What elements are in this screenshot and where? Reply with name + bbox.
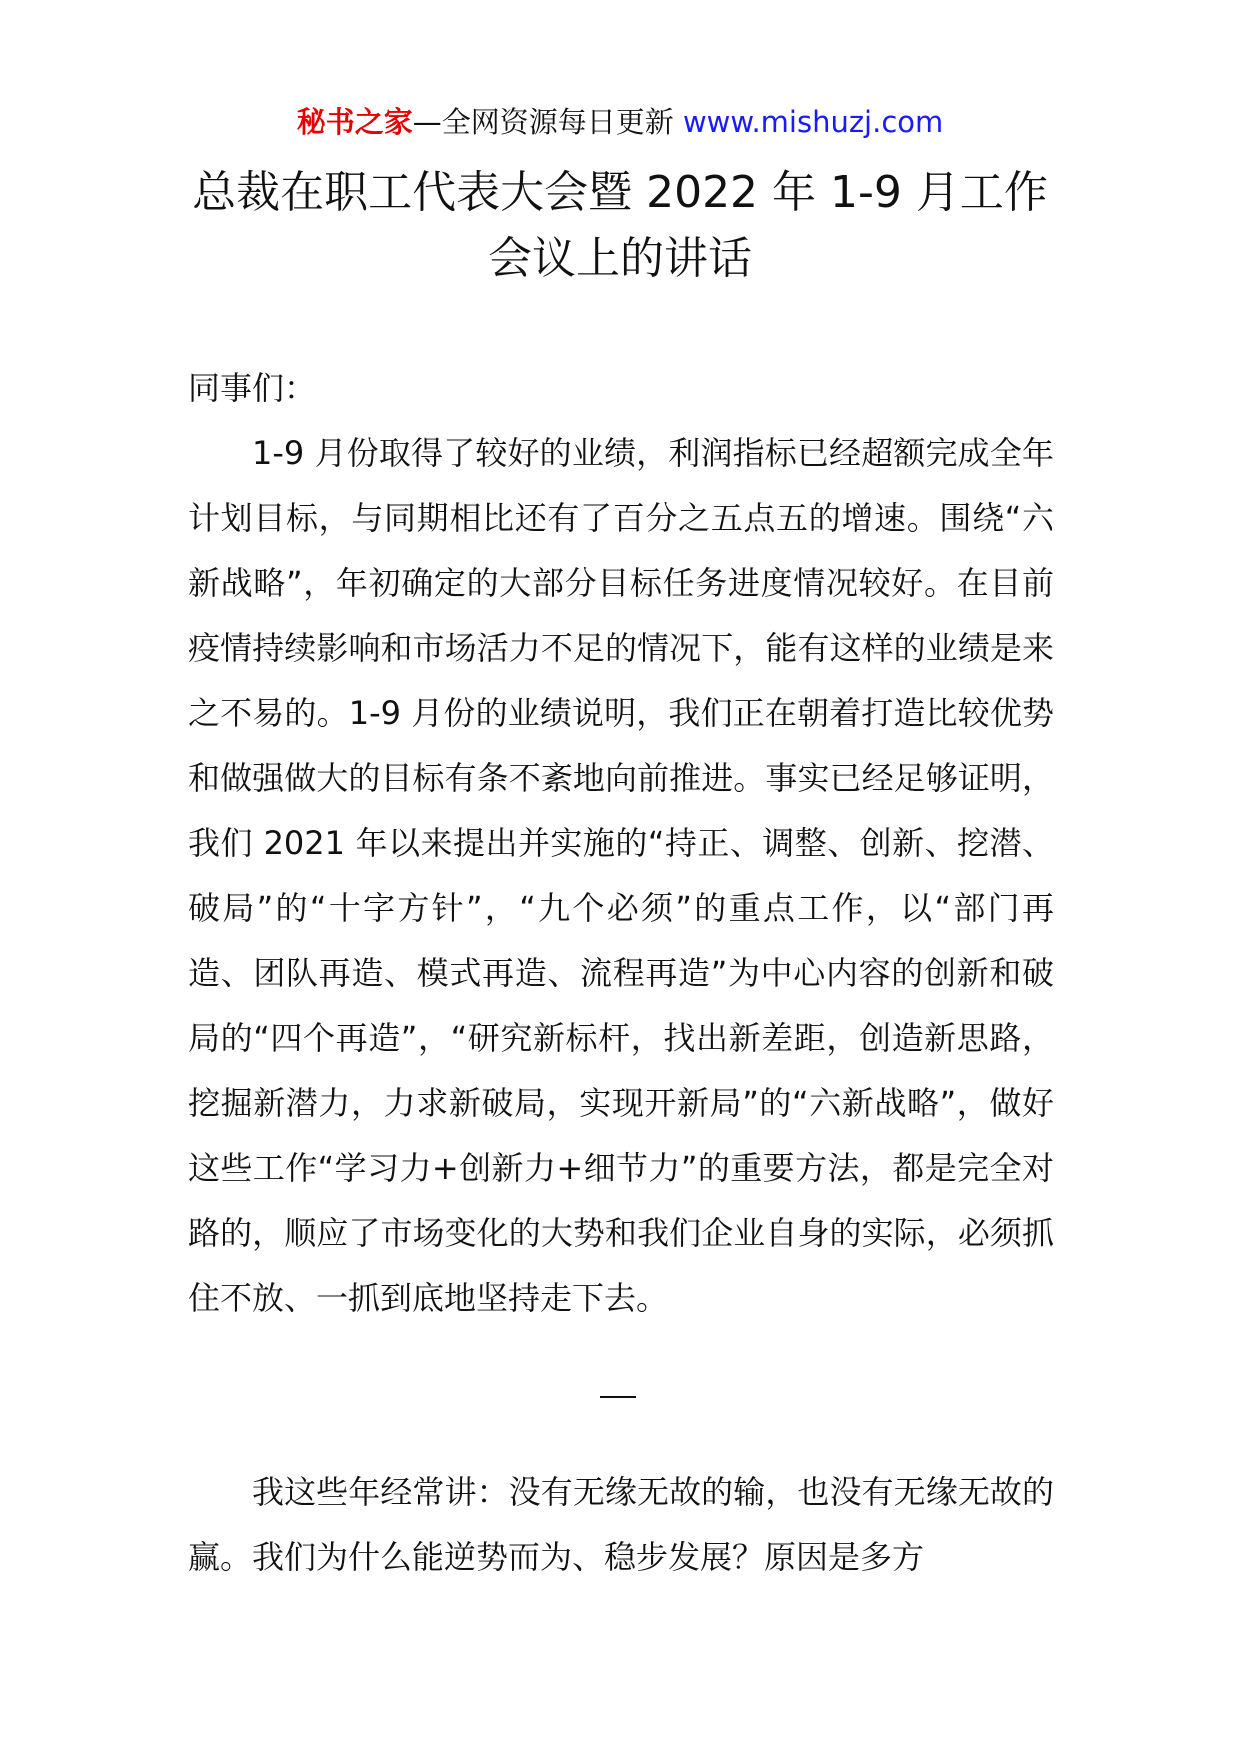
salutation: 同事们： — [188, 369, 317, 407]
site-url-link[interactable]: www.mishuzj.com — [682, 105, 944, 139]
document-title — [150, 160, 1090, 292]
title-line-1: 总裁在职工代表大会暨 2022 年 1-9 月工作 — [192, 167, 1048, 218]
header-tagline: —全网资源每日更新 — [412, 105, 683, 139]
section-divider — [600, 1396, 636, 1398]
body-paragraph-2: 我这些年经常讲：没有无缘无故的输，也没有无缘无故的赢。我们为什么能逆势而为、稳步发展？原因是多方 — [188, 1473, 1054, 1576]
site-header — [0, 102, 1240, 142]
title-line-2: 会议上的讲话 — [488, 233, 752, 284]
body-paragraph-1: 1-9 月份取得了较好的业绩，利润指标已经超额完成全年计划目标，与同期相比还有了百分之五点五的增速。围绕“六新战略”，年初确定的大部分目标任务进度情况较好。在目前疫情持续影响和市场活力不足的情况下，能有这样的业绩是来之不易的。1-9 月份的业绩说明，我们正在朝着打造比较优势和做强做大的目标有条不紊地向前推进。事实已经足够证明，我们 2021 年以来提出并实施的“持正、调整、创新、挖潜、破局”的“十字方针”，“九个必须”的重点工作，以“部门再造、团队再造、模式再造、流程再造”为中心内容的创新和破局的“四个再造”，“研究新标杆，找出新差距，创造新思路，挖掘新潜力，力求新破局，实现开新局”的“六新战略”，做好这些工作“学习力+创新力+细节力”的重要方法，都是完全对路的，顺应了市场变化的大势和我们企业自身的实际，必须抓住不放、一抓到底地坚持走下去。 — [188, 434, 1054, 1317]
brand-name: 秘书之家 — [296, 105, 413, 139]
